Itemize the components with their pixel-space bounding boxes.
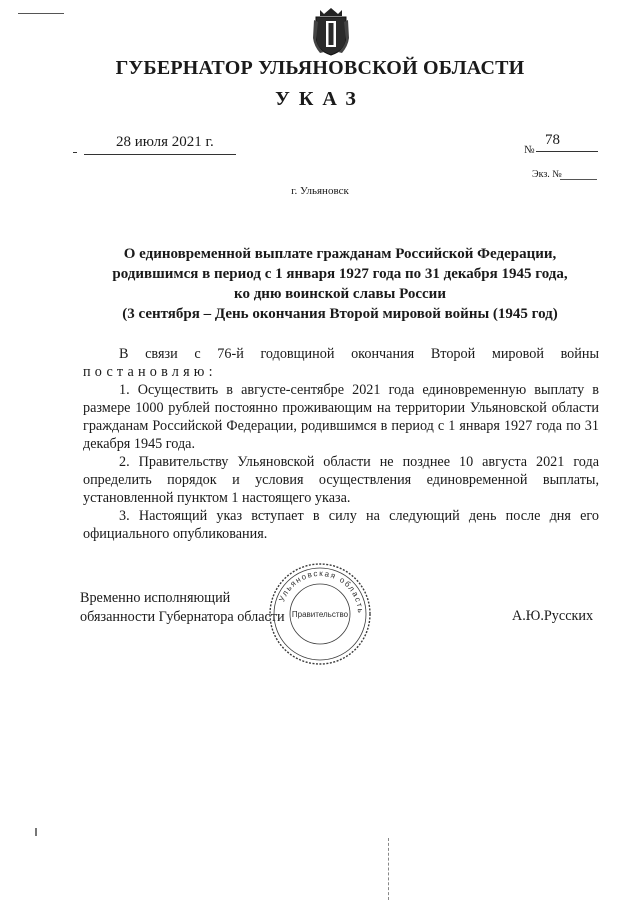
signatory-title-line: Временно исполняющий [80,590,231,606]
decree-word: постановляю: [83,364,217,380]
fold-mark [388,838,390,900]
official-seal [266,560,374,668]
seal-ring-text: Ульяновская область [277,568,366,615]
document-date: 28 июля 2021 г. [116,134,214,150]
seal-center-text: Правительство [291,610,349,619]
document-number: 78 [545,132,560,148]
decree-item-1: 1. Осуществить в августе-сентябре 2021 года единовременную выплату в размере 1000 рублей постоянно проживающим на территории Ульяновской области гражданам Российской Федерации, родившимся в период с 1 января 1927 года по 31 декабря 1945 года. [83,382,599,452]
margin-mark [35,828,37,836]
date-underline [84,154,236,155]
heading-line: О единовременной выплате гражданам Российской Федерации, [123,246,557,262]
top-left-mark [18,13,64,14]
heading-line: ко дню воинской славы России [234,286,446,302]
issuing-authority: ГУБЕРНАТОР УЛЬЯНОВСКОЙ ОБЛАСТИ [115,57,525,79]
signatory-title-line: обязанности Губернатора области [80,609,285,625]
heading-line: родившимся в период с 1 января 1927 года по 31 декабря 1945 года, [112,266,568,282]
copy-label: Экз. № [532,169,562,180]
decree-item-3: 3. Настоящий указ вступает в силу на следующий день после дня его официального опубликования. [83,508,599,542]
city: г. Ульяновск [291,185,349,197]
heading-line: (3 сентября – День окончания Второй мировой войны (1945 год) [122,306,558,322]
copy-underline [560,179,597,180]
decree-body [83,345,599,543]
intro-paragraph: В связи с 76-й годовщиной окончания Второй мировой войны [119,346,599,362]
coat-of-arms-icon [312,6,350,56]
signatory-title [80,589,285,627]
decree-heading [80,244,600,324]
number-sign: № [524,144,535,156]
date-tick [73,152,77,153]
number-underline [536,151,598,152]
decree-item-2: 2. Правительству Ульяновской области не позднее 10 августа 2021 года определить порядок и условия осуществления единовременной выплаты, установленной пунктом 1 настоящего указа. [83,454,599,506]
document-type: УКАЗ [275,88,365,110]
signatory-name: А.Ю.Русских [512,608,594,624]
